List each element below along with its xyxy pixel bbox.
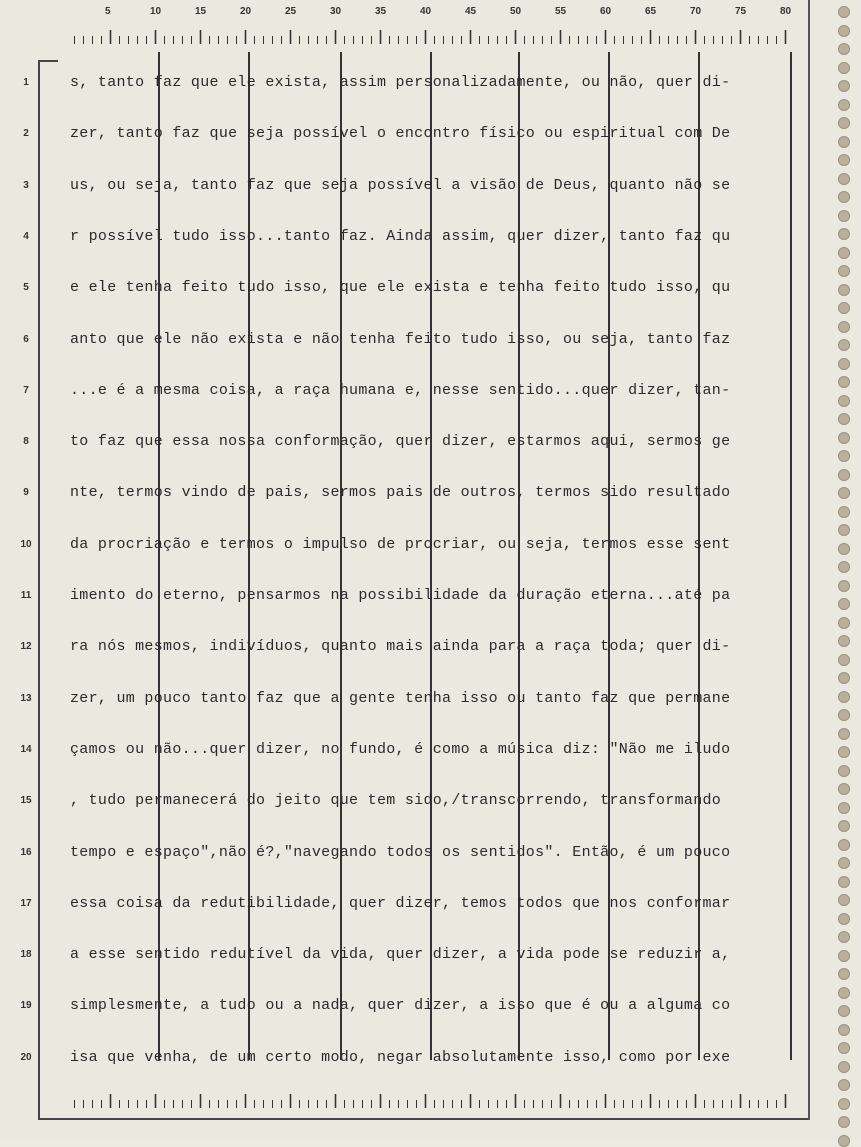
ruler-number: 70 xyxy=(690,6,702,17)
binding-hole xyxy=(838,302,850,314)
spiral-binding-holes xyxy=(838,0,852,1140)
text-line: r possível tudo isso...tanto faz. Ainda assim, quer dizer, tanto faz qu xyxy=(70,227,731,245)
binding-hole xyxy=(838,820,850,832)
binding-hole xyxy=(838,80,850,92)
binding-hole xyxy=(838,43,850,55)
binding-hole xyxy=(838,358,850,370)
binding-hole xyxy=(838,154,850,166)
ruler-number: 20 xyxy=(240,6,252,17)
binding-hole xyxy=(838,931,850,943)
binding-hole xyxy=(838,987,850,999)
binding-hole xyxy=(838,1042,850,1054)
binding-hole xyxy=(838,561,850,573)
line-number: 13 xyxy=(20,692,32,704)
line-number: 12 xyxy=(20,641,32,653)
binding-hole xyxy=(838,321,850,333)
binding-hole xyxy=(838,506,850,518)
binding-hole xyxy=(838,580,850,592)
binding-hole xyxy=(838,543,850,555)
binding-hole xyxy=(838,894,850,906)
binding-hole xyxy=(838,802,850,814)
text-line: , tudo permanecerá do jeito que tem sido,/transcorrendo, transformando xyxy=(70,792,731,810)
binding-hole xyxy=(838,191,850,203)
line-number: 20 xyxy=(20,1051,32,1063)
binding-hole xyxy=(838,1005,850,1017)
binding-hole xyxy=(838,839,850,851)
frame-top-border xyxy=(38,60,58,62)
binding-hole xyxy=(838,783,850,795)
binding-hole xyxy=(838,765,850,777)
ruler-number: 55 xyxy=(555,6,567,17)
binding-hole xyxy=(838,62,850,74)
binding-hole xyxy=(838,524,850,536)
ruler-number: 50 xyxy=(510,6,522,17)
binding-hole xyxy=(838,432,850,444)
ruler-number: 45 xyxy=(465,6,477,17)
binding-hole xyxy=(838,265,850,277)
text-line: nte, termos vindo de pais, sermos pais de outros, termos sido resultado xyxy=(70,484,731,502)
binding-hole xyxy=(838,654,850,666)
binding-hole xyxy=(838,968,850,980)
ruler-number: 60 xyxy=(600,6,612,17)
line-number: 15 xyxy=(20,795,32,807)
ruler-number: 80 xyxy=(780,6,792,17)
line-number: 1 xyxy=(23,77,29,88)
text-line: zer, um pouco tanto faz que a gente tenha isso ou tanto faz que permane xyxy=(70,689,731,707)
ruler-number: 75 xyxy=(735,6,747,17)
binding-hole xyxy=(838,450,850,462)
binding-hole xyxy=(838,709,850,721)
binding-hole xyxy=(838,1116,850,1128)
ruler-ticks xyxy=(74,1086,790,1110)
column-guide-line xyxy=(790,52,792,1060)
binding-hole xyxy=(838,284,850,296)
line-number: 5 xyxy=(23,282,29,294)
ruler-number: 35 xyxy=(375,6,387,17)
binding-hole xyxy=(838,728,850,740)
line-number: 7 xyxy=(23,384,29,396)
binding-hole xyxy=(838,617,850,629)
text-line: s, tanto faz que ele exista, assim personalizadamente, ou não, quer di- xyxy=(70,74,731,91)
line-number: 16 xyxy=(20,846,32,858)
frame-left-border xyxy=(38,60,40,1120)
binding-hole xyxy=(838,99,850,111)
binding-hole xyxy=(838,635,850,647)
text-line: tempo e espaço",não é?,"navegando todos os sentidos". Então, é um pouco xyxy=(70,843,731,861)
binding-hole xyxy=(838,395,850,407)
text-line: çamos ou não...quer dizer, no fundo, é como a música diz: "Não me iludo xyxy=(70,740,731,758)
binding-hole xyxy=(838,413,850,425)
top-ruler xyxy=(74,6,792,46)
text-line: ...e é a mesma coisa, a raça humana e, nesse sentido...quer dizer, tan- xyxy=(70,381,731,399)
binding-hole xyxy=(838,136,850,148)
binding-hole xyxy=(838,228,850,240)
frame-right-border xyxy=(808,0,810,1120)
ruler-ticks xyxy=(74,22,790,46)
text-line: us, ou seja, tanto faz que seja possível a visão de Deus, quanto não se xyxy=(70,176,731,194)
binding-hole xyxy=(838,746,850,758)
text-line: ra nós mesmos, indivíduos, quanto mais ainda para a raça toda; quer di- xyxy=(70,638,731,656)
text-line: a esse sentido redutível da vida, quer dizer, a vida pode se reduzir a, xyxy=(70,946,731,964)
binding-hole xyxy=(838,1024,850,1036)
line-number: 4 xyxy=(23,230,29,242)
ruler-number: 5 xyxy=(105,6,111,17)
binding-hole xyxy=(838,857,850,869)
line-number: 19 xyxy=(20,1000,32,1012)
line-number: 10 xyxy=(20,538,32,550)
binding-hole xyxy=(838,469,850,481)
binding-hole xyxy=(838,376,850,388)
text-line: imento do eterno, pensarmos na possibilidade da duração eterna...até pa xyxy=(70,587,731,604)
line-number: 3 xyxy=(23,179,29,191)
text-line: essa coisa da redutibilidade, quer dizer, temos todos que nos conformar xyxy=(70,894,731,912)
binding-hole xyxy=(838,1061,850,1073)
binding-hole xyxy=(838,672,850,684)
binding-hole xyxy=(838,876,850,888)
ruler-number: 30 xyxy=(330,6,342,17)
line-number: 9 xyxy=(23,487,29,499)
binding-hole xyxy=(838,691,850,703)
binding-hole xyxy=(838,339,850,351)
line-number: 8 xyxy=(23,436,29,448)
binding-hole xyxy=(838,173,850,185)
text-line: da procriação e termos o impulso de procriar, ou seja, termos esse sent xyxy=(70,535,731,553)
binding-hole xyxy=(838,950,850,962)
binding-hole xyxy=(838,6,850,18)
binding-hole xyxy=(838,487,850,499)
text-line: anto que ele não exista e não tenha feito tudo isso, ou seja, tanto faz xyxy=(70,330,731,348)
line-number: 11 xyxy=(20,590,32,601)
binding-hole xyxy=(838,117,850,129)
line-number: 17 xyxy=(20,897,32,909)
ruler-number: 25 xyxy=(285,6,297,17)
binding-hole xyxy=(838,210,850,222)
binding-hole xyxy=(838,1098,850,1110)
line-number: 6 xyxy=(23,333,29,345)
text-line: zer, tanto faz que seja possível o encontro físico ou espiritual com De xyxy=(70,125,731,143)
binding-hole xyxy=(838,1079,850,1091)
ruler-number: 65 xyxy=(645,6,657,17)
ruler-number: 40 xyxy=(420,6,432,17)
text-line: simplesmente, a tudo ou a nada, quer dizer, a isso que é ou a alguma co xyxy=(70,997,731,1015)
text-line: isa que venha, de um certo modo, negar absolutamente isso, como por exe xyxy=(70,1048,731,1066)
binding-hole xyxy=(838,247,850,259)
bottom-ruler xyxy=(74,1086,790,1110)
binding-hole xyxy=(838,25,850,37)
line-number: 14 xyxy=(20,743,32,755)
line-number: 18 xyxy=(20,949,32,961)
text-line: e ele tenha feito tudo isso, que ele exista e tenha feito tudo isso, qu xyxy=(70,279,731,297)
binding-hole xyxy=(838,598,850,610)
line-number: 2 xyxy=(23,128,29,140)
text-line: to faz que essa nossa conformação, quer dizer, estarmos aqui, sermos ge xyxy=(70,433,731,451)
frame-bottom-border xyxy=(38,1118,810,1120)
ruler-number: 15 xyxy=(195,6,207,17)
ruler-number: 10 xyxy=(150,6,162,17)
binding-hole xyxy=(838,913,850,925)
binding-hole xyxy=(838,1135,850,1147)
